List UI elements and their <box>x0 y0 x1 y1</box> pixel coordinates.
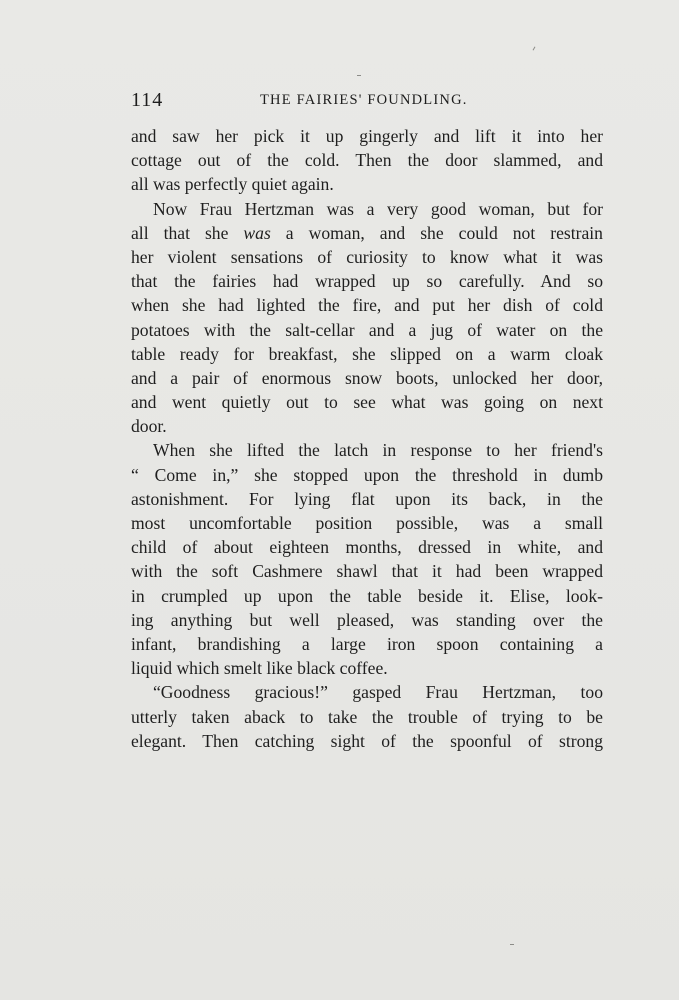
text-line: all was perfectly quiet again. <box>131 174 334 195</box>
running-title: THE FAIRIES' FOUNDLING. <box>260 92 468 108</box>
paper-speck <box>533 47 536 51</box>
text-segment: all that she <box>131 222 244 243</box>
text-line: child of about eighteen months, dressed in white, and <box>131 537 603 558</box>
text-line: elegant. Then catching sight of the spoonful of strong <box>131 730 603 751</box>
text-line: table ready for breakfast, she slipped on a warm cloak <box>131 343 603 364</box>
text-line <box>131 221 603 245</box>
text-line: utterly taken aback to take the trouble of trying to be <box>131 706 603 727</box>
paper-speck <box>510 944 514 945</box>
text-line: astonishment. For lying flat upon its back, in the <box>131 488 603 509</box>
text-line: potatoes with the salt-cellar and a jug of water on the <box>131 319 603 340</box>
text-line: “ Come in,” she stopped upon the threshold in dumb <box>131 464 603 485</box>
text-segment: a woman, and she could not restrain <box>270 222 603 243</box>
page-number: 114 <box>131 89 164 111</box>
text-line: with the soft Cashmere shawl that it had been wrapped <box>131 561 603 582</box>
text-line: “Goodness gracious!” gasped Frau Hertzman, too <box>153 682 603 703</box>
emphasis-word: was <box>243 222 271 243</box>
paper-speck <box>357 75 361 76</box>
text-line: when she had lighted the fire, and put her dish of cold <box>131 295 603 316</box>
text-line: that the fairies had wrapped up so carefully. And so <box>131 271 603 292</box>
text-line: and a pair of enormous snow boots, unlocked her door, <box>131 367 603 388</box>
text-line: infant, brandishing a large iron spoon containing a <box>131 633 603 654</box>
text-line: When she lifted the latch in response to her friend's <box>153 440 603 461</box>
text-line: her violent sensations of curiosity to know what it was <box>131 246 603 267</box>
text-line: liquid which smelt like black coffee. <box>131 658 388 679</box>
text-line: door. <box>131 416 167 437</box>
text-line: ing anything but well pleased, was standing over the <box>131 609 603 630</box>
text-line: Now Frau Hertzman was a very good woman, but for <box>153 198 603 219</box>
page-header <box>131 89 603 113</box>
text-line: and went quietly out to see what was going on next <box>131 392 603 413</box>
text-line: and saw her pick it up gingerly and lift it into her <box>131 126 603 146</box>
text-line: cottage out of the cold. Then the door slammed, and <box>131 150 603 171</box>
text-line: most uncomfortable position possible, was a small <box>131 513 603 533</box>
body-text <box>131 124 603 753</box>
text-line: in crumpled up upon the table beside it. Elise, look- <box>131 585 603 606</box>
